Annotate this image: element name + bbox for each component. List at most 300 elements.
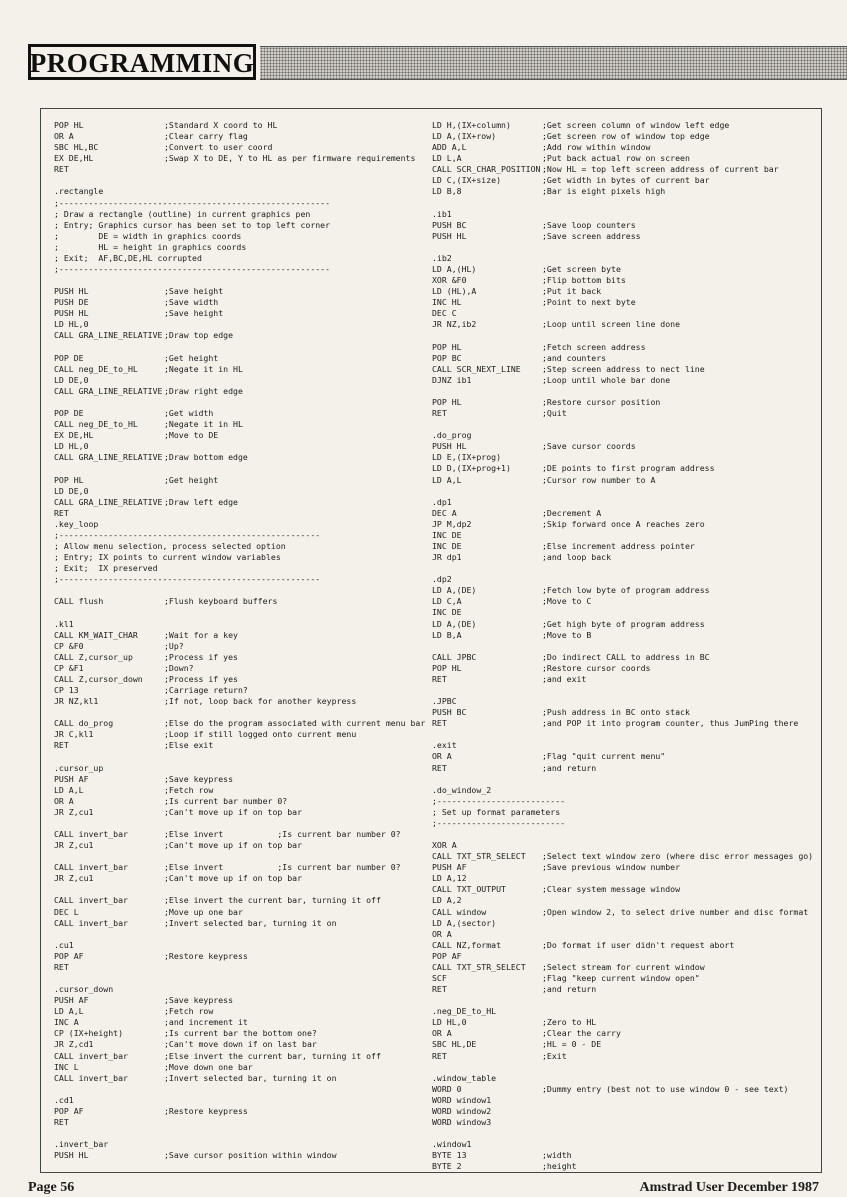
code-line <box>432 297 822 308</box>
code-line <box>432 475 822 486</box>
code-comment: ;Get high byte of program address <box>542 618 705 629</box>
code-line <box>432 884 822 895</box>
code-instruction: ; DE = width in graphics coords <box>54 230 242 241</box>
code-comment: ;Invert selected bar, turning it on <box>164 1072 337 1083</box>
code-instruction: INC L <box>54 1061 79 1072</box>
code-line <box>54 973 426 984</box>
code-comment: ;Flag "quit current menu" <box>542 751 666 762</box>
code-instruction: .cd1 <box>54 1094 74 1105</box>
code-instruction: JR Z,cd1 <box>54 1039 94 1050</box>
code-line <box>54 1139 426 1150</box>
code-instruction: LD C,(IX+size) <box>432 175 502 186</box>
code-comment: ;Flag "keep current window open" <box>542 973 700 984</box>
code-comment: ;Restore cursor position <box>542 396 661 407</box>
code-instruction: POP AF <box>432 950 462 961</box>
code-line <box>54 175 426 186</box>
code-instruction: POP HL <box>54 120 84 130</box>
code-line <box>432 807 822 818</box>
code-instruction: OR A <box>432 751 452 762</box>
code-instruction: CALL TXT_OUTPUT <box>432 884 506 895</box>
code-instruction: CP &F1 <box>54 662 84 673</box>
code-line <box>54 630 426 641</box>
code-line <box>432 740 822 751</box>
code-comment: ;Zero to HL <box>542 1017 597 1028</box>
code-comment: ;Get width in bytes of current bar <box>542 175 710 186</box>
code-line <box>54 452 426 463</box>
code-line <box>432 131 822 142</box>
code-line <box>54 607 426 618</box>
code-instruction: POP HL <box>432 662 462 673</box>
code-line <box>54 186 426 197</box>
code-comment: ;and return <box>542 984 597 995</box>
code-line <box>432 497 822 508</box>
code-instruction: PUSH HL <box>54 1150 89 1161</box>
code-instruction: RET <box>432 984 447 995</box>
code-comment: ;Open window 2, to select drive number and disc format <box>542 906 809 917</box>
code-instruction: JR dp1 <box>432 552 462 563</box>
code-line <box>54 1095 426 1106</box>
code-instruction: PUSH BC <box>432 707 467 718</box>
code-comment: ;Save width <box>164 297 219 308</box>
code-line <box>432 319 822 330</box>
code-comment: ;Loop until screen line done <box>542 319 681 330</box>
code-instruction: POP HL <box>432 341 462 352</box>
code-comment: ;Restore cursor coords <box>542 662 651 673</box>
code-instruction: .key_loop <box>54 518 99 529</box>
code-instruction: SBC HL,DE <box>432 1039 477 1050</box>
code-comment: ;Push address in BC onto stack <box>542 707 690 718</box>
code-instruction: ; Set up format parameters <box>432 806 561 817</box>
code-comment: ;and exit <box>542 673 587 684</box>
code-comment: ;Loop if still logged onto current menu <box>164 729 357 740</box>
code-line <box>432 729 822 740</box>
code-instruction: CALL do_prog <box>54 718 114 729</box>
code-instruction: LD DE,0 <box>54 485 89 496</box>
code-line <box>432 951 822 962</box>
section-title-box <box>28 44 256 80</box>
code-line <box>54 851 426 862</box>
code-comment: ;Else exit <box>164 740 214 751</box>
code-comment: ;height <box>542 1161 577 1172</box>
code-comment: ;Put it back <box>542 286 602 297</box>
code-instruction: RET <box>54 961 69 972</box>
code-line <box>432 641 822 652</box>
code-line <box>432 707 822 718</box>
code-line <box>54 552 426 563</box>
code-line <box>54 198 426 209</box>
code-line <box>54 1017 426 1028</box>
code-instruction: CALL neg_DE_to_HL <box>54 419 138 430</box>
code-line <box>54 120 426 131</box>
code-instruction: POP DE <box>54 352 84 363</box>
code-instruction: ;------------------------------------------------------- <box>54 264 331 275</box>
code-instruction: ; Exit; AF,BC,DE,HL corrupted <box>54 252 202 263</box>
code-instruction: .cu1 <box>54 939 74 950</box>
code-line <box>54 652 426 663</box>
code-line <box>432 1139 822 1150</box>
code-instruction: .dp2 <box>432 574 452 585</box>
code-instruction: RET <box>54 164 69 175</box>
code-instruction: SBC HL,BC <box>54 142 99 153</box>
code-line <box>432 386 822 397</box>
code-comment: ;Negate it in HL <box>164 363 243 374</box>
code-comment: ;Wait for a key <box>164 629 238 640</box>
code-line <box>432 596 822 607</box>
code-instruction: BYTE 13 <box>432 1150 467 1161</box>
code-line <box>432 120 822 131</box>
code-instruction: ;----------------------------------------------------- <box>54 529 321 540</box>
code-comment: ;and loop back <box>542 552 612 563</box>
code-instruction: RET <box>432 408 447 419</box>
code-comment: ;Save keypress <box>164 773 234 784</box>
code-instruction: .kl1 <box>54 618 74 629</box>
code-instruction: CP &F0 <box>54 640 84 651</box>
code-line <box>54 530 426 541</box>
code-instruction: ; Exit; IX preserved <box>54 563 158 574</box>
code-line <box>432 1084 822 1095</box>
code-line <box>54 364 426 375</box>
code-instruction: CALL GRA_LINE_RELATIVE <box>54 452 163 463</box>
code-comment: ;Move to C <box>542 596 592 607</box>
code-line <box>432 696 822 707</box>
code-instruction: LD A,(HL) <box>432 264 477 275</box>
code-instruction: RET <box>432 762 447 773</box>
magazine-issue: Amstrad User December 1987 <box>639 1180 819 1195</box>
code-line <box>432 375 822 386</box>
code-line <box>432 552 822 563</box>
code-instruction: RET <box>432 718 447 729</box>
code-line <box>432 142 822 153</box>
code-line <box>432 175 822 186</box>
code-line <box>54 297 426 308</box>
code-comment: ;Is current bar the bottom one? <box>164 1028 317 1039</box>
code-comment: ;Save previous window number <box>542 862 681 873</box>
code-comment: ;Skip forward once A reaches zero <box>542 518 705 529</box>
code-instruction: WORD window3 <box>432 1117 492 1128</box>
code-instruction: CALL GRA_LINE_RELATIVE <box>54 385 163 396</box>
code-comment: ;Swap X to DE, Y to HL as per firmware requirements <box>164 153 416 164</box>
code-comment: ;Draw bottom edge <box>164 452 248 463</box>
code-comment: ;and increment it <box>164 1017 248 1028</box>
code-instruction: CALL Z,cursor_up <box>54 651 133 662</box>
page-number: Page 56 <box>28 1180 75 1195</box>
code-line <box>432 308 822 319</box>
code-instruction: DEC C <box>432 308 457 319</box>
code-line <box>432 962 822 973</box>
code-line <box>432 242 822 253</box>
code-instruction: PUSH HL <box>432 441 467 452</box>
code-line <box>54 807 426 818</box>
code-comment: ;Clear system message window <box>542 884 681 895</box>
code-line <box>432 486 822 497</box>
code-comment: ;Do format if user didn't request abort <box>542 939 735 950</box>
code-comment: ;Convert to user coord <box>164 142 273 153</box>
code-line <box>54 342 426 353</box>
code-instruction: INC DE <box>432 607 462 618</box>
code-line <box>54 951 426 962</box>
code-line <box>432 685 822 696</box>
code-instruction: POP HL <box>54 474 84 485</box>
code-comment: ;Is current bar number 0? <box>164 795 288 806</box>
code-instruction: LD HL,0 <box>54 319 89 330</box>
code-instruction: CALL invert_bar <box>54 829 128 839</box>
code-line <box>54 153 426 164</box>
code-line <box>432 1062 822 1073</box>
code-instruction: .cursor_up <box>54 762 104 773</box>
code-instruction: .do_window_2 <box>432 784 492 795</box>
code-instruction: INC HL <box>432 297 462 308</box>
code-line <box>432 353 822 364</box>
code-line <box>54 1028 426 1039</box>
listing-column-left <box>54 120 426 1161</box>
code-line <box>432 1039 822 1050</box>
code-line <box>54 286 426 297</box>
code-comment: ;Move to DE <box>164 430 219 441</box>
code-instruction: LD A,(IX+row) <box>432 131 497 142</box>
code-line <box>54 1084 426 1095</box>
code-line <box>54 508 426 519</box>
code-instruction: OR A <box>54 131 74 142</box>
code-instruction: CALL flush <box>54 596 104 607</box>
code-instruction: RET <box>432 1050 447 1061</box>
code-instruction: LD HL,0 <box>54 441 89 452</box>
code-comment: ;Flush keyboard buffers <box>164 596 278 607</box>
code-line <box>54 1128 426 1139</box>
code-instruction: CALL invert_bar <box>54 1050 128 1061</box>
code-instruction: CALL JPBC <box>432 651 477 662</box>
code-line <box>54 907 426 918</box>
code-comment: ;Move to B <box>542 629 592 640</box>
code-comment: ;Fetch low byte of program address <box>542 585 710 596</box>
code-comment: ;Save screen address <box>542 230 641 241</box>
code-line <box>54 1117 426 1128</box>
code-line <box>432 419 822 430</box>
code-line <box>54 641 426 652</box>
code-instruction: CALL window <box>432 906 487 917</box>
code-instruction: WORD 0 <box>432 1083 462 1094</box>
code-line <box>432 940 822 951</box>
code-comment: ;Else invert ;Is current bar number 0? <box>164 829 401 839</box>
code-instruction: JR C,kl1 <box>54 729 94 740</box>
code-line <box>432 829 822 840</box>
code-line <box>432 873 822 884</box>
code-instruction: CALL TXT_STR_SELECT <box>432 851 526 862</box>
code-instruction: ; Draw a rectangle (outline) in current graphics pen <box>54 208 311 219</box>
code-instruction: PUSH AF <box>54 995 89 1006</box>
code-instruction: INC DE <box>432 540 462 551</box>
code-line <box>54 430 426 441</box>
code-instruction: PUSH BC <box>432 219 467 230</box>
code-comment: ;Draw right edge <box>164 385 243 396</box>
code-instruction: DEC A <box>432 507 457 518</box>
code-comment: ;Else do the program associated with current menu bar <box>164 718 426 729</box>
code-line <box>54 519 426 530</box>
code-line <box>432 264 822 275</box>
code-instruction: WORD window2 <box>432 1105 492 1116</box>
code-line <box>432 663 822 674</box>
code-comment: ;Down? <box>164 662 194 673</box>
code-line <box>432 840 822 851</box>
code-line <box>432 452 822 463</box>
code-instruction: CALL TXT_STR_SELECT <box>432 961 526 972</box>
code-comment: ;Save keypress <box>164 995 234 1006</box>
code-line <box>432 1150 822 1161</box>
code-instruction: JR NZ,ib2 <box>432 319 477 330</box>
code-line <box>432 463 822 474</box>
code-line <box>54 475 426 486</box>
code-instruction: LD HL,0 <box>432 1017 467 1028</box>
code-comment: ;Process if yes <box>164 673 238 684</box>
code-instruction: RET <box>54 507 69 518</box>
code-comment: ;Draw top edge <box>164 330 234 341</box>
code-line <box>432 574 822 585</box>
code-line <box>432 430 822 441</box>
code-instruction: LD A,2 <box>432 895 462 906</box>
code-instruction: CALL Z,cursor_down <box>54 673 143 684</box>
code-comment: ;Can't move down if on last bar <box>164 1039 317 1050</box>
code-line <box>432 1128 822 1139</box>
code-line <box>432 619 822 630</box>
code-line <box>432 563 822 574</box>
code-instruction: .do_prog <box>432 430 472 441</box>
header-halftone-band <box>260 46 847 80</box>
code-instruction: XOR A <box>432 840 457 851</box>
code-line <box>54 574 426 585</box>
code-comment: ;Can't move up if on top bar <box>164 806 303 817</box>
code-line <box>54 209 426 220</box>
code-comment: ;Decrement A <box>542 507 602 518</box>
code-instruction: .cursor_down <box>54 984 114 995</box>
code-instruction: JR Z,cu1 <box>54 806 94 817</box>
code-line <box>54 585 426 596</box>
code-comment: ;Can't move up if on top bar <box>164 873 303 884</box>
code-line <box>54 1073 426 1084</box>
code-line <box>54 330 426 341</box>
code-line <box>432 1073 822 1084</box>
code-instruction: PUSH HL <box>54 308 89 319</box>
code-line <box>54 818 426 829</box>
code-comment: ;Select text window zero (where disc error messages go) <box>542 851 814 862</box>
code-line <box>54 984 426 995</box>
code-line <box>432 330 822 341</box>
code-instruction: RET <box>432 673 447 684</box>
code-comment: ;width <box>542 1150 572 1161</box>
code-line <box>54 840 426 851</box>
code-comment: ;Negate it in HL <box>164 419 243 430</box>
code-comment: ;Get screen row of window top edge <box>542 131 710 142</box>
code-line <box>54 231 426 242</box>
code-comment: ;Get height <box>164 474 219 485</box>
code-instruction: RET <box>54 740 69 751</box>
code-line <box>432 220 822 231</box>
code-line <box>54 751 426 762</box>
code-instruction: .window1 <box>432 1139 472 1150</box>
code-line <box>54 774 426 785</box>
code-comment: ;and return <box>542 762 597 773</box>
code-comment: ;Invert selected bar, turning it on <box>164 917 337 928</box>
code-line <box>54 397 426 408</box>
code-comment: ;Now HL = top left screen address of current bar <box>542 164 779 175</box>
code-line <box>432 198 822 209</box>
code-line <box>54 884 426 895</box>
code-line <box>54 419 426 430</box>
code-line <box>432 918 822 929</box>
code-line <box>432 1051 822 1062</box>
code-comment: ;Can't move up if on top bar <box>164 840 303 851</box>
code-line <box>432 1028 822 1039</box>
code-comment: ;Else invert the current bar, turning it off <box>164 1050 381 1061</box>
code-line <box>54 1150 426 1161</box>
code-instruction: OR A <box>54 795 74 806</box>
code-instruction: CALL NZ,format <box>432 939 502 950</box>
code-line <box>432 275 822 286</box>
code-line <box>432 607 822 618</box>
code-instruction: LD A,12 <box>432 873 467 884</box>
code-line <box>432 231 822 242</box>
code-line <box>54 131 426 142</box>
code-line <box>432 929 822 940</box>
code-instruction: WORD window1 <box>432 1094 492 1105</box>
code-line <box>54 408 426 419</box>
code-line <box>54 862 426 873</box>
code-instruction: .ib1 <box>432 208 452 219</box>
code-line <box>432 408 822 419</box>
code-line <box>432 973 822 984</box>
code-instruction: LD A,L <box>432 474 462 485</box>
code-instruction: CALL invert_bar <box>54 1072 128 1083</box>
code-line <box>54 308 426 319</box>
code-line <box>54 1062 426 1073</box>
code-instruction: LD A,(DE) <box>432 618 477 629</box>
code-instruction: LD (HL),A <box>432 286 477 297</box>
code-line <box>432 253 822 264</box>
code-line <box>54 995 426 1006</box>
code-line <box>432 796 822 807</box>
code-line <box>54 873 426 884</box>
code-line <box>54 895 426 906</box>
code-line <box>54 718 426 729</box>
code-line <box>54 497 426 508</box>
code-instruction: LD C,A <box>432 596 462 607</box>
code-line <box>432 851 822 862</box>
code-line <box>54 375 426 386</box>
code-line <box>432 674 822 685</box>
code-instruction: OR A <box>432 1028 452 1039</box>
code-line <box>432 1006 822 1017</box>
code-instruction: ;-------------------------- <box>432 795 566 806</box>
code-instruction: PUSH AF <box>432 862 467 873</box>
code-comment: ;Fetch row <box>164 784 214 795</box>
code-instruction: DJNZ ib1 <box>432 374 472 385</box>
code-instruction: ; Entry; IX points to current window variables <box>54 552 281 563</box>
code-comment: ;Else increment address pointer <box>542 540 695 551</box>
code-comment: ;Clear carry flag <box>164 131 248 142</box>
code-line <box>54 242 426 253</box>
code-line <box>54 1039 426 1050</box>
code-instruction: ; Entry; Graphics cursor has been set to top left corner <box>54 219 331 230</box>
code-instruction: PUSH AF <box>54 773 89 784</box>
code-line <box>432 862 822 873</box>
code-line <box>54 441 426 452</box>
code-comment: ;Fetch row <box>164 1006 214 1017</box>
code-line <box>432 895 822 906</box>
code-line <box>54 619 426 630</box>
code-comment: ;Loop until whole bar done <box>542 374 671 385</box>
code-line <box>54 962 426 973</box>
code-comment: ;Restore keypress <box>164 1105 248 1116</box>
code-comment: ;Get screen byte <box>542 264 621 275</box>
code-instruction: .ib2 <box>432 252 452 263</box>
